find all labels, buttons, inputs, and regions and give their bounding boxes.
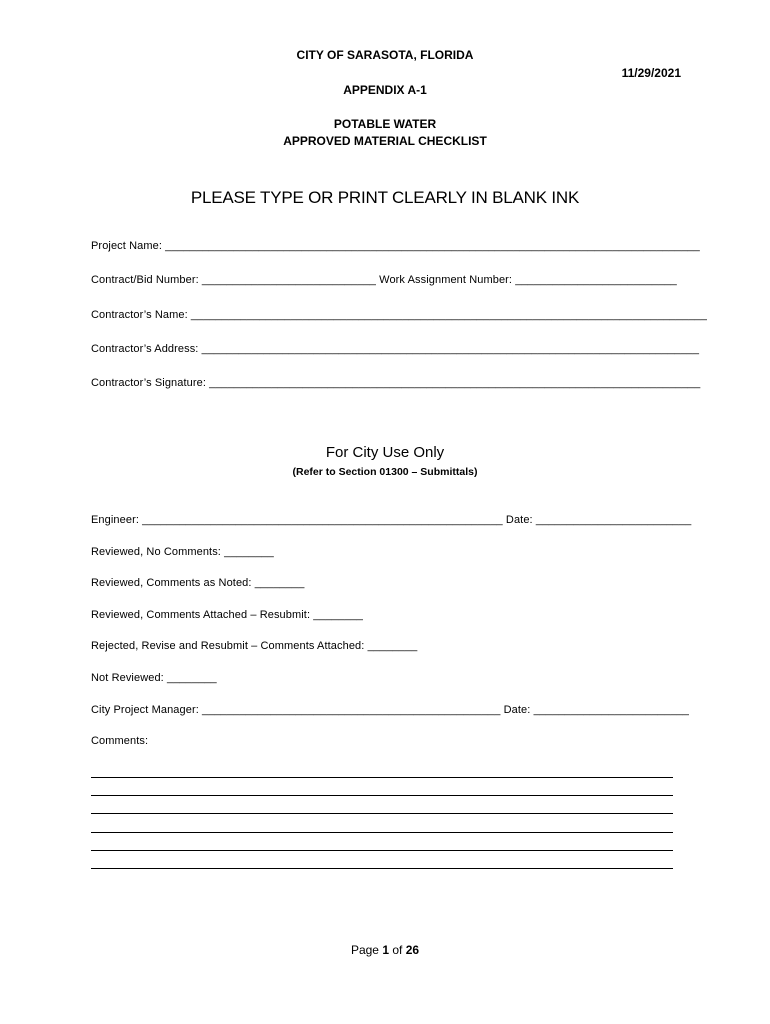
reviewed-comments-resubmit-field[interactable]: Reviewed, Comments Attached – Resubmit: ________: [91, 609, 364, 621]
document-date: 11/29/2021: [621, 66, 681, 80]
contractor-signature-field[interactable]: Contractor’s Signature: _______________________________________________________________________________: [91, 377, 701, 389]
city-use-heading: For City Use Only: [325, 444, 445, 461]
appendix-heading: APPENDIX A-1: [343, 83, 427, 97]
city-heading: CITY OF SARASOTA, FLORIDA: [296, 48, 474, 62]
page-prefix: Page: [350, 943, 383, 957]
page-number: [0, 943, 770, 957]
comment-line[interactable]: [91, 777, 673, 778]
engineer-field[interactable]: Engineer: __________________________________________________________ Date: _________________________: [91, 514, 692, 526]
reviewed-comments-noted-field[interactable]: Reviewed, Comments as Noted: ________: [91, 577, 305, 589]
comment-line[interactable]: [91, 795, 673, 796]
contractor-address-field[interactable]: Contractor’s Address: ________________________________________________________________________________: [91, 343, 700, 355]
subject-line-1: POTABLE WATER: [333, 117, 437, 131]
comment-line[interactable]: [91, 868, 673, 869]
contractor-name-field[interactable]: Contractor’s Name: ___________________________________________________________________________________: [91, 309, 707, 321]
project-name-field[interactable]: Project Name: ______________________________________________________________________________________: [91, 240, 700, 252]
page-current: 1: [382, 943, 389, 957]
section-reference: (Refer to Section 01300 – Submittals): [292, 466, 478, 478]
comment-line[interactable]: [91, 850, 673, 851]
reviewed-no-comments-field[interactable]: Reviewed, No Comments: ________: [91, 546, 274, 558]
subject-line-2: APPROVED MATERIAL CHECKLIST: [283, 134, 487, 148]
page-of: of: [389, 943, 406, 957]
comments-label: Comments:: [91, 735, 149, 747]
rejected-resubmit-field[interactable]: Rejected, Revise and Resubmit – Comments Attached: ________: [91, 640, 418, 652]
contract-bid-field[interactable]: Contract/Bid Number: ____________________________ Work Assignment Number: __________________________: [91, 274, 677, 286]
instruction-title: PLEASE TYPE OR PRINT CLEARLY IN BLANK INK: [190, 188, 580, 207]
city-project-manager-field[interactable]: City Project Manager: ________________________________________________ Date: _________________________: [91, 704, 690, 716]
comment-line[interactable]: [91, 832, 673, 833]
comment-line[interactable]: [91, 813, 673, 814]
not-reviewed-field[interactable]: Not Reviewed: ________: [91, 672, 217, 684]
page-total: 26: [405, 943, 420, 957]
